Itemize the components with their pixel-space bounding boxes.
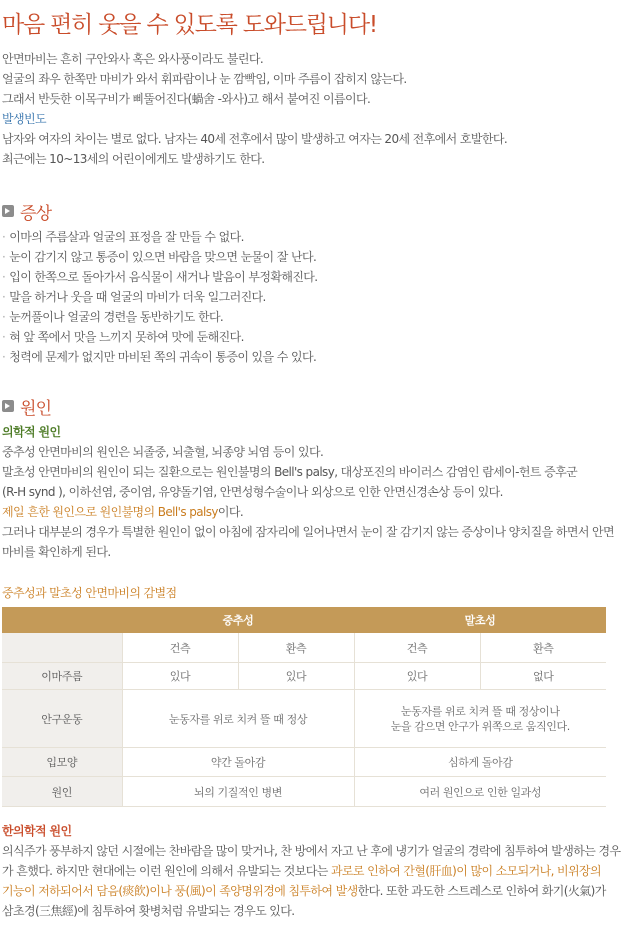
table-cell: 있다 (354, 663, 480, 690)
cause-more-line-2: 마비를 확인하게 된다. (2, 545, 111, 559)
list-item: · 청력에 문제가 없지만 마비된 쪽의 귀속이 통증이 있을 수 있다. (2, 347, 318, 367)
sub-header: 건측 (354, 633, 480, 663)
oriental-cause-label: 한의학적 원인 (2, 824, 72, 838)
oriental-line-2 (2, 862, 601, 881)
common-cause-highlight: 제일 흔한 원인으로 원인불명의 Bell's palsy (2, 505, 218, 519)
list-item: · 이마의 주름살과 얼굴의 표정을 잘 만들 수 없다. (2, 227, 318, 247)
table-cell: 없다 (480, 663, 606, 690)
arrow-box-icon (2, 205, 14, 217)
comparison-table (2, 607, 606, 807)
list-item: · 말을 하거나 웃을 때 얼굴의 마비가 더욱 일그러진다. (2, 287, 318, 307)
group-central: 중추성 (122, 607, 354, 633)
causes-title: 원인 (20, 398, 52, 419)
arrow-box-icon (2, 400, 14, 412)
table-row (2, 777, 606, 807)
oriental-line-1: 의식주가 풍부하지 않던 시절에는 찬바람을 많이 맞거나, 찬 방에서 자고 난 후에 냉기가 얼굴의 경락에 침투하여 발생하는 경우 (2, 844, 621, 858)
symptoms-title: 증상 (20, 203, 52, 224)
sub-header: 환측 (480, 633, 606, 663)
intro-line-2: 얼굴의 좌우 한쪽만 마비가 와서 휘파람이나 눈 깜빡임, 이마 주름이 잡히지 않는다. (2, 72, 407, 86)
oriental-line-2-highlight: 과로로 인하여 간혈(肝血)이 많이 소모되거나, 비위장의 (330, 864, 602, 878)
symptoms-header (2, 200, 51, 222)
table-row-header: 안구운동 (2, 690, 122, 748)
list-item: · 혀 앞 쪽에서 맛을 느끼지 못하여 맛에 둔해진다. (2, 327, 318, 347)
common-cause-suffix: 이다. (217, 505, 244, 519)
table-cell: 심하게 돌아감 (354, 748, 606, 777)
table-row-header: 이마주름 (2, 663, 122, 690)
table-row (2, 633, 606, 663)
table-corner (2, 607, 122, 633)
table-cell: 있다 (122, 663, 238, 690)
table-cell: 뇌의 기질적인 병변 (122, 777, 354, 807)
table-row (2, 748, 606, 777)
table-cell: 있다 (238, 663, 354, 690)
frequency-line-1: 남자와 여자의 차이는 별로 없다. 남자는 40세 전후에서 많이 발생하고 여자는 20세 전후에서 호발한다. (2, 132, 508, 146)
sub-header: 환측 (238, 633, 354, 663)
page-title: 마음 편히 웃을 수 있도록 도와드립니다! (2, 12, 377, 38)
list-item: · 눈이 감기지 않고 통증이 있으면 바람을 맞으면 눈물이 잘 난다. (2, 247, 318, 267)
table-row (2, 663, 606, 690)
oriental-line-2-text: 가 흔했다. 하지만 현대에는 이런 원인에 의해서 유발되는 것보다는 (2, 864, 331, 878)
table-row-header: 원인 (2, 777, 122, 807)
table-cell: 약간 돌아감 (122, 748, 354, 777)
causes-header (2, 395, 51, 417)
table-cell (354, 690, 606, 748)
table-cell: 눈동자를 위로 치켜 뜰 때 정상 (122, 690, 354, 748)
cause-line-3: (R-H synd ), 이하선염, 중이염, 유양돌기염, 안면성형수술이나 외상으로 인한 안면신경손상 등이 있다. (2, 485, 503, 499)
frequency-label: 발생빈도 (2, 112, 46, 126)
table-cell-line: 눈을 감으면 안구가 위쪽으로 움직인다. (390, 719, 570, 733)
symptoms-list (2, 227, 318, 367)
table-row-header: 입모양 (2, 748, 122, 777)
intro-line-1: 안면마비는 흔히 구안와사 혹은 와사풍이라도 불린다. (2, 52, 264, 66)
table-caption: 중추성과 말초성 안면마비의 감별점 (2, 586, 177, 600)
cause-more-line-1: 그러나 대부분의 경우가 특별한 원인이 없이 아침에 잠자리에 일어나면서 눈이 잘 감기지 않는 증상이나 양치질을 하면서 안면 (2, 525, 615, 539)
list-item: · 눈꺼풀이나 얼굴의 경련을 동반하기도 한다. (2, 307, 318, 327)
list-item: · 입이 한쪽으로 돌아가서 음식물이 새거나 발음이 부정확해진다. (2, 267, 318, 287)
sub-header: 건측 (122, 633, 238, 663)
table-cell: 여러 원인으로 인한 일과성 (354, 777, 606, 807)
intro-line-3: 그래서 반듯한 이목구비가 삐뚤어진다(蝸舍 -와사)고 해서 붙여진 이름이다. (2, 92, 371, 106)
common-cause-line (2, 503, 243, 522)
oriental-line-3-text: 한다. 또한 과도한 스트레스로 인하여 화기(火氣)가 (357, 884, 606, 898)
group-peripheral: 말초성 (354, 607, 606, 633)
frequency-line-2: 최근에는 10~13세의 어린이에게도 발생하기도 한다. (2, 152, 265, 166)
table-row (2, 690, 606, 748)
cause-line-1: 중추성 안면마비의 원인은 뇌졸중, 뇌출혈, 뇌종양 뇌염 등이 있다. (2, 445, 324, 459)
medical-cause-label: 의학적 원인 (2, 425, 61, 439)
oriental-line-3 (2, 882, 606, 901)
table-row-header (2, 633, 122, 663)
cause-line-2: 말초성 안면마비의 원인이 되는 질환으로는 원인불명의 Bell's palsy, 대상포진의 바이러스 감염인 람세이-헌트 증후군 (2, 465, 578, 479)
oriental-line-3-highlight: 기능이 저하되어서 담음(痰飮)이나 풍(風)이 족양명위경에 침투하여 발생 (2, 884, 358, 898)
oriental-line-4: 삼초경(三焦經)에 침투하여 홧병처럼 유발되는 경우도 있다. (2, 904, 295, 918)
table-cell-line: 눈동자를 위로 치켜 뜰 때 정상이나 (400, 704, 560, 718)
